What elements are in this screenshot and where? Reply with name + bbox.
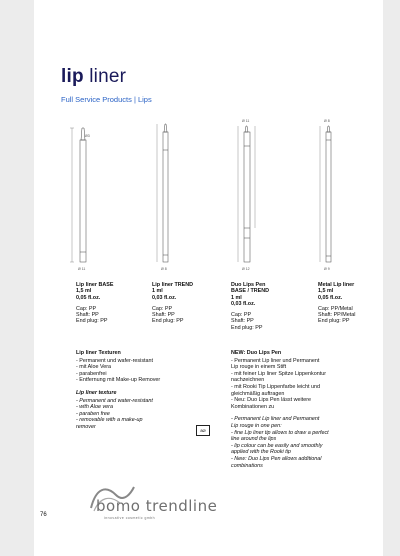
list-item: - mit Rooki Tip Lippenfarbe leicht und	[231, 383, 320, 390]
list-item: - lip colour can be easily and smoothly	[231, 442, 323, 449]
list-item: - Permanent Lip liner and Permanent	[231, 416, 320, 423]
package-icon: 8Ø	[196, 425, 210, 436]
label-p1-bot: Ø 11	[78, 267, 86, 271]
list-item: - paraben free	[76, 410, 110, 417]
drawing-lip-liner-trend	[157, 124, 168, 262]
page-subtitle: Full Service Products | Lips	[61, 95, 152, 104]
logo-tagline: innovative cosmetic gmbh	[104, 516, 156, 520]
drawing-metal-lip-liner	[320, 126, 331, 262]
product-duo-lips-pen: Duo Lips Pen BASE / TREND 1 ml 0,03 fl.oz. Cap: PP Shaft: PP End plug: PP	[231, 282, 270, 331]
list-item: combinations	[231, 462, 263, 469]
brand-logo	[86, 483, 226, 533]
list-item: applied with the Rooki tip	[231, 449, 291, 456]
list-item: nachzeichnen	[231, 377, 265, 384]
product-lip-liner-base: Lip liner BASE 1,5 ml 0,05 fl.oz. Cap: PP Shaft: PP End plug: PP	[76, 282, 114, 325]
list-item: gleichmäßig auftragen	[231, 390, 285, 397]
list-item: - mit Aloe Vera	[76, 364, 112, 371]
label-p4-bot: Ø 9	[324, 267, 330, 271]
duo-de-list	[231, 358, 329, 411]
list-item: Lip rouge in einem Stift	[231, 364, 287, 371]
label-p3-top: Ø 11	[242, 119, 250, 123]
list-item: Lip rouge in one pen:	[231, 422, 282, 429]
list-item: Kombinationen zu	[231, 403, 275, 410]
technical-drawings	[34, 110, 383, 280]
label-p3-bot: Ø 12	[242, 267, 250, 271]
list-item: remover	[76, 423, 96, 430]
drawing-lip-liner-base	[70, 128, 86, 262]
product-lip-liner-trend: Lip liner TREND 1 ml 0,03 fl.oz. Cap: PP Shaft: PP End plug: PP	[152, 282, 194, 325]
list-item: - with Aloe vera	[76, 404, 113, 411]
duo-heading: NEW: Duo Lips Pen	[231, 350, 282, 356]
drawing-duo-lips-pen	[238, 126, 255, 262]
list-item: - Permanent und wafer-resistant	[76, 357, 154, 364]
list-item: - removable with a make-up	[76, 417, 143, 424]
page-number: 76	[40, 512, 47, 518]
label-p1-tip: Ø3	[85, 134, 90, 138]
label-p2-bot: Ø 8	[161, 267, 167, 271]
product-metal-lip-liner: Metal Lip liner 1,5 ml 0,05 fl.oz. Cap: PP/Metal Shaft: PP/Metal End plug: PP	[318, 282, 356, 325]
list-item: - Entfernung mit Make-up Remover	[76, 377, 161, 384]
texturen-heading: Lip liner Texturen	[76, 350, 121, 356]
label-p4-top: Ø 8	[324, 119, 330, 123]
list-item: - fine Lip liner tip allows to draw a perfect	[231, 429, 329, 436]
texture-list	[76, 398, 160, 431]
list-item: - Permanent Lip liner und Permanent	[231, 357, 320, 364]
list-item: line around the lips	[231, 436, 277, 443]
texturen-section	[76, 350, 160, 431]
duo-en-list	[231, 416, 329, 469]
texturen-list	[76, 358, 160, 384]
list-item: - Permanent and water-resistant	[76, 397, 153, 404]
list-item: - New: Duo Lips Pen allows additional	[231, 455, 322, 462]
list-item: - parabenfrei	[76, 370, 107, 377]
list-item: - Neu: Duo Lips Pen lässt weitere	[231, 397, 311, 404]
logo-brand-text: bomo trendline	[96, 497, 218, 515]
duo-section	[231, 350, 329, 469]
page-title: lip liner	[61, 66, 127, 87]
texture-heading: Lip liner texture	[76, 389, 117, 396]
list-item: - mit feiner Lip liner Spitze Lippenkontur	[231, 370, 326, 377]
catalog-page	[34, 0, 383, 556]
